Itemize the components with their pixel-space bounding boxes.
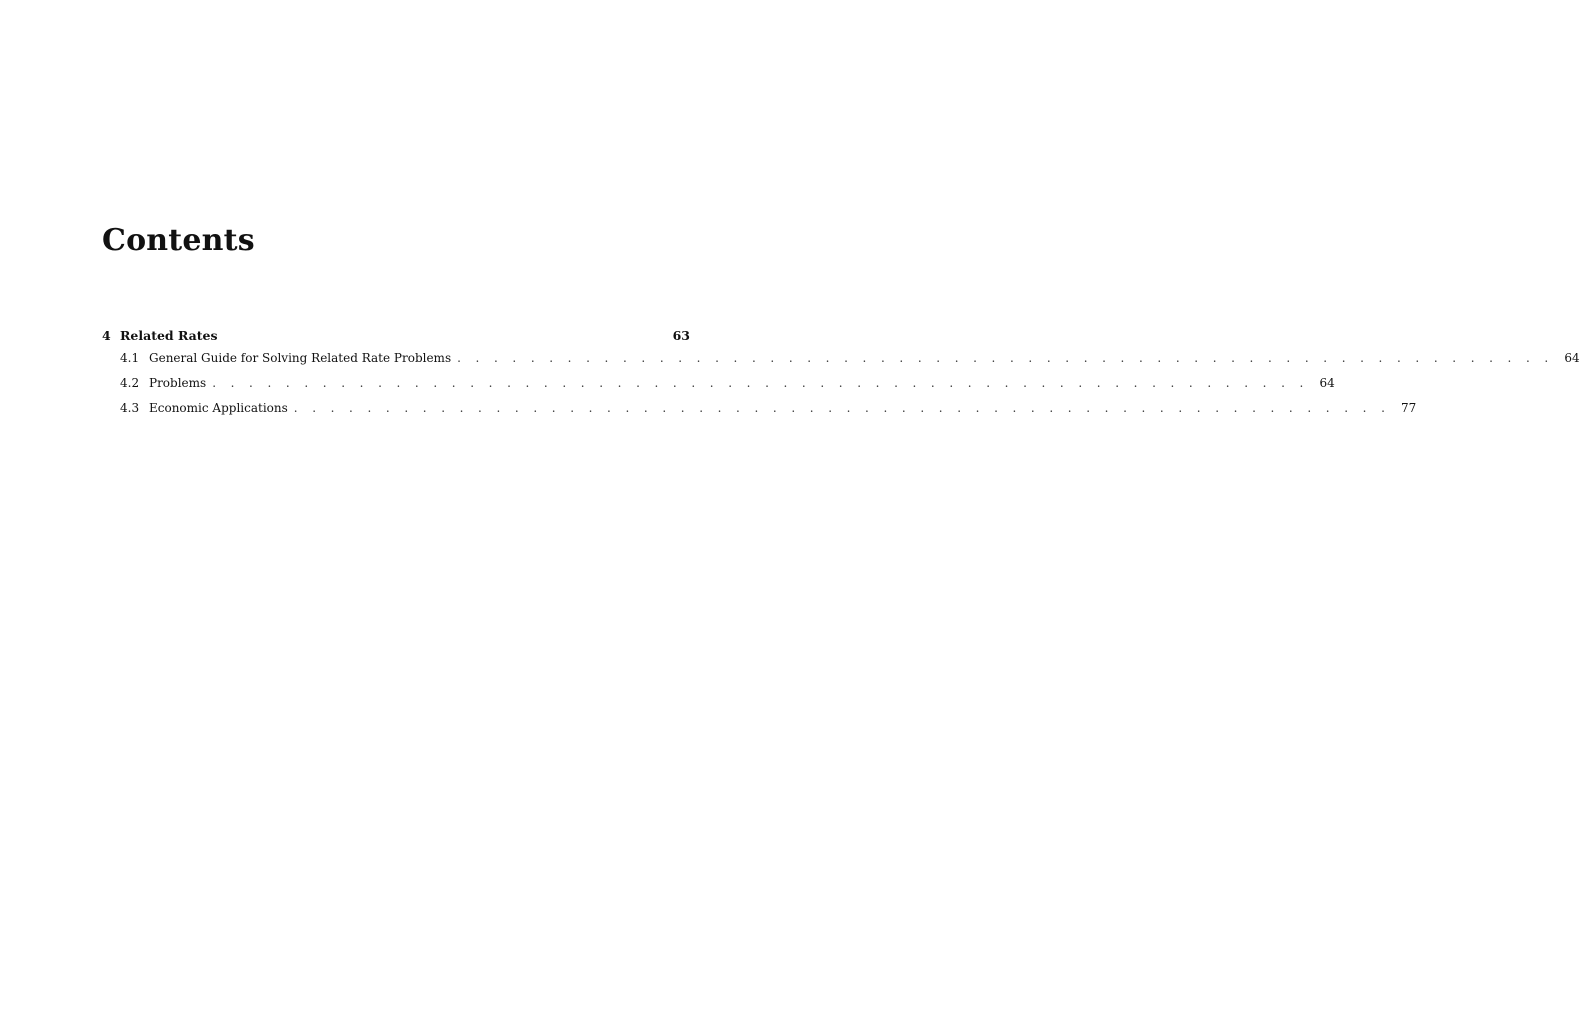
section-title: General Guide for Solving Related Rate Problems — [149, 351, 452, 365]
chapter-number: 4 — [102, 328, 111, 343]
toc-chapter-entry[interactable] — [102, 328, 690, 350]
toc-section-entry[interactable] — [120, 350, 1580, 375]
dot-leader: . . . . . . . . . . . . . . . . . . . . . . . . . . . . . . . . . . . . . . . . . . . . . . . . . . . . . . . . . . . . — [212, 376, 1309, 390]
section-page-number: 64 — [1564, 351, 1580, 365]
page-title: Contents — [102, 223, 255, 258]
toc-section-entry[interactable] — [120, 375, 1335, 400]
chapter-title: Related Rates — [120, 328, 218, 343]
section-number: 4.1 — [120, 351, 140, 365]
section-number: 4.2 — [120, 376, 140, 390]
dot-leader: . . . . . . . . . . . . . . . . . . . . . . . . . . . . . . . . . . . . . . . . . . . . . . . . . . . . . . . . . . . . — [457, 351, 1554, 365]
table-of-contents — [102, 328, 1580, 425]
chapter-page-number: 63 — [672, 328, 690, 343]
section-page-number: 77 — [1401, 401, 1417, 415]
section-title: Economic Applications — [149, 401, 288, 415]
dot-leader: . . . . . . . . . . . . . . . . . . . . . . . . . . . . . . . . . . . . . . . . . . . . . . . . . . . . . . . . . . . . — [293, 401, 1391, 415]
section-page-number: 64 — [1319, 376, 1335, 390]
toc-section-entry[interactable] — [120, 400, 1417, 425]
section-number: 4.3 — [120, 401, 140, 415]
section-title: Problems — [149, 376, 207, 390]
